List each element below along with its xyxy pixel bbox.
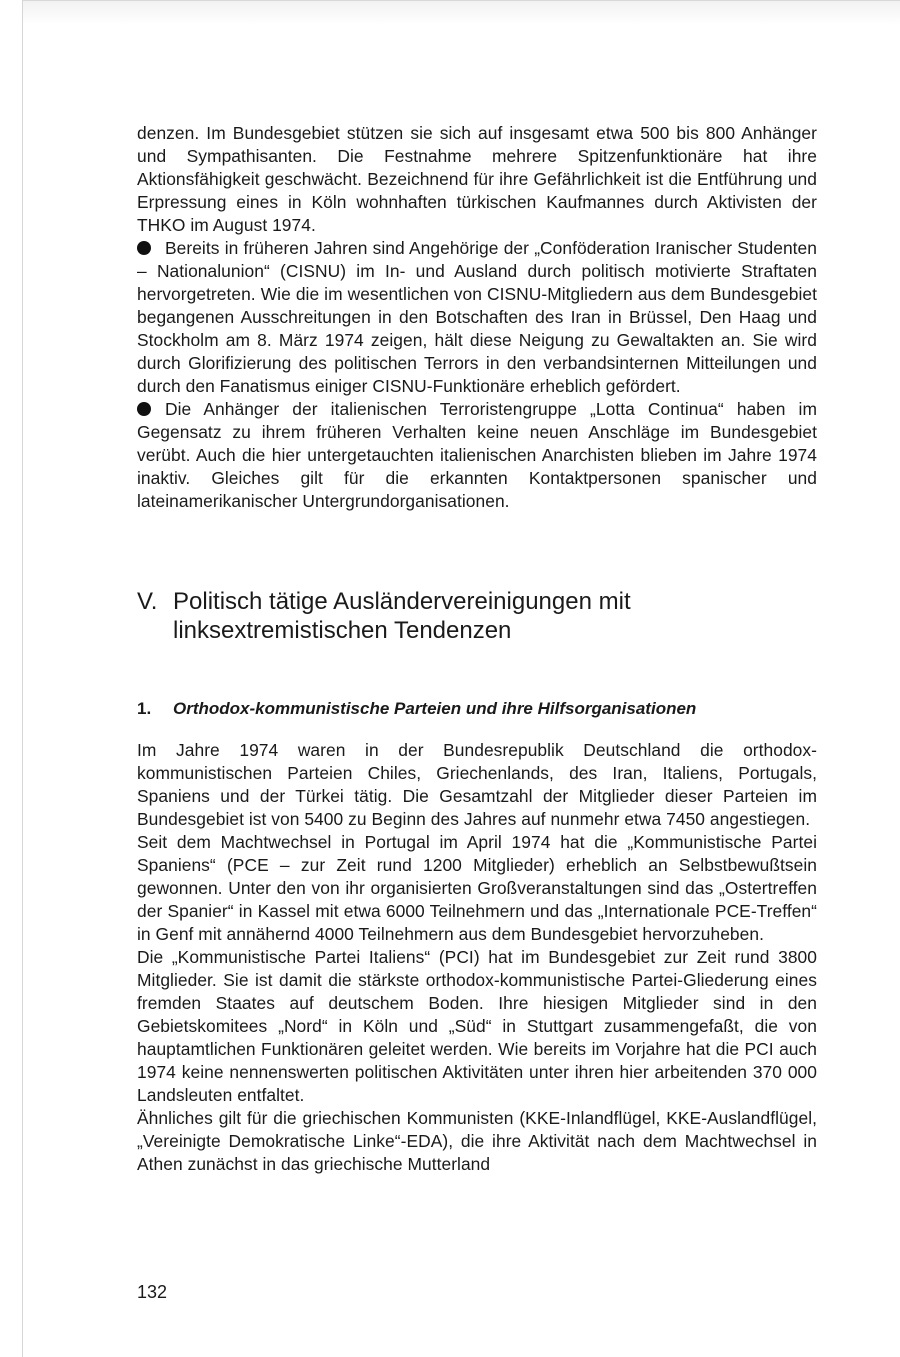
paragraph-lotta-continua: [137, 398, 817, 513]
spacer: [137, 645, 817, 698]
section-title-line-2: linksextremistischen Tendenzen: [173, 617, 512, 644]
bullet-icon: [137, 241, 151, 255]
paragraph-denzen: denzen. Im Bundesgebiet stützen sie sich auf insgesamt etwa 500 bis 800 Anhänger und Sympathisanten. Die Festnahme mehrere Spitzenfunktionäre hat ihre Aktionsfähigkeit geschwächt. Bezeichnend für ihre Gefährlichkeit ist die Entführung und Erpressung eines in Köln wohnhaften türkischen Kaufmannes durch Aktivisten der THKO im August 1974.: [137, 123, 817, 235]
section-heading: [137, 587, 817, 645]
page-number: 132: [137, 1282, 168, 1302]
bullet-icon: [137, 402, 151, 416]
spacer: [137, 720, 817, 739]
section-title-line-1: Politisch tätige Ausländervereinigungen mit: [173, 588, 631, 615]
section-number: V.: [137, 588, 158, 615]
subsection-heading: [137, 698, 817, 720]
spacer: [137, 513, 817, 587]
subsection-title: Orthodox-kommunistische Parteien und ihre Hilfsorganisationen: [173, 699, 697, 718]
page-content: [137, 122, 817, 1176]
subsection-number: 1.: [137, 699, 152, 718]
paragraph-parteien: Im Jahre 1974 waren in der Bundesrepublik Deutschland die orthodox-kommunistischen Parteien Chiles, Griechenlands, des Iran, Italiens, Portugals, Spaniens und der Türkei tätig. Die Gesamtzahl der Mitglieder dieser Parteien im Bundesgebiet ist von 5400 zu Beginn des Jahres auf nunmehr etwa 7450 angestiegen.: [137, 740, 817, 829]
page-left-edge: [22, 0, 23, 1357]
paragraph-lotta-continua-text: Die Anhänger der italienischen Terroristengruppe „Lotta Continua“ haben im Gegensatz zu ihrem früheren Verhalten keine neuen Anschläge im Bundesgebiet verübt. Auch die hier untergetauchten italienischen Anarchisten blieben im Jahre 1974 inaktiv. Gleiches gilt für die erkannten Kontaktpersonen spanischer und lateinamerikanischer Untergrundorganisationen.: [137, 399, 817, 511]
paragraph-pce: Seit dem Machtwechsel in Portugal im April 1974 hat die „Kommunistische Partei Spaniens“ (PCE – zur Zeit rund 1200 Mitglieder) erheblich an Selbstbewußtsein gewonnen. Unter den von ihr organisierten Großveranstaltungen sind das „Ostertreffen der Spanier“ in Kassel mit etwa 6000 Teilnehmern und das „Internationale PCE-Treffen“ in Genf mit annähernd 4000 Teilnehmern aus dem Bundesgebiet hervorzuheben.: [137, 832, 817, 944]
paragraph-pci: Die „Kommunistische Partei Italiens“ (PCI) hat im Bundesgebiet zur Zeit rund 3800 Mitglieder. Sie ist damit die stärkste orthodox-kommunistische Partei-Gliederung eines fremden Staates auf deutschem Boden. Ihre hiesigen Mitglieder sind in den Gebietskomitees „Nord“ in Köln und „Süd“ in Stuttgart zusammengefaßt, die von hauptamtlichen Funktionären geleitet werden. Wie bereits im Vorjahre hat die PCI auch 1974 keine nennenswerten politischen Aktivitäten unter ihren hier arbeitenden 370 000 Landsleuten entfaltet.: [137, 947, 817, 1105]
section-title: [173, 587, 631, 645]
page-top-edge: [22, 0, 900, 25]
paragraph-cisnu: [137, 237, 817, 398]
paragraph-cisnu-text: Bereits in früheren Jahren sind Angehörige der „Conföderation Iranischer Studenten – Nationalunion“ (CISNU) im In- und Ausland durch politisch motivierte Straftaten hervorgetreten. Wie die im wesentlichen von CISNU-Mitgliedern aus dem Bundesgebiet begangenen Ausschreitungen in den Botschaften des Iran in Brüssel, Den Haag und Stockholm am 8. März 1974 zeigen, hält diese Neigung zu Gewaltakten an. Sie wird durch Glorifizierung des politischen Terrors in den verbandsinternen Mitteilungen und durch den Fanatismus einiger CISNU-Funktionäre erheblich gefördert.: [137, 238, 817, 396]
paragraph-kke: Ähnliches gilt für die griechischen Kommunisten (KKE-Inlandflügel, KKE-Auslandflügel, „Vereinigte Demokratische Linke“-EDA), die ihre Aktivität nach dem Machtwechsel in Athen zunächst in das griechische Mutterland: [137, 1108, 817, 1174]
